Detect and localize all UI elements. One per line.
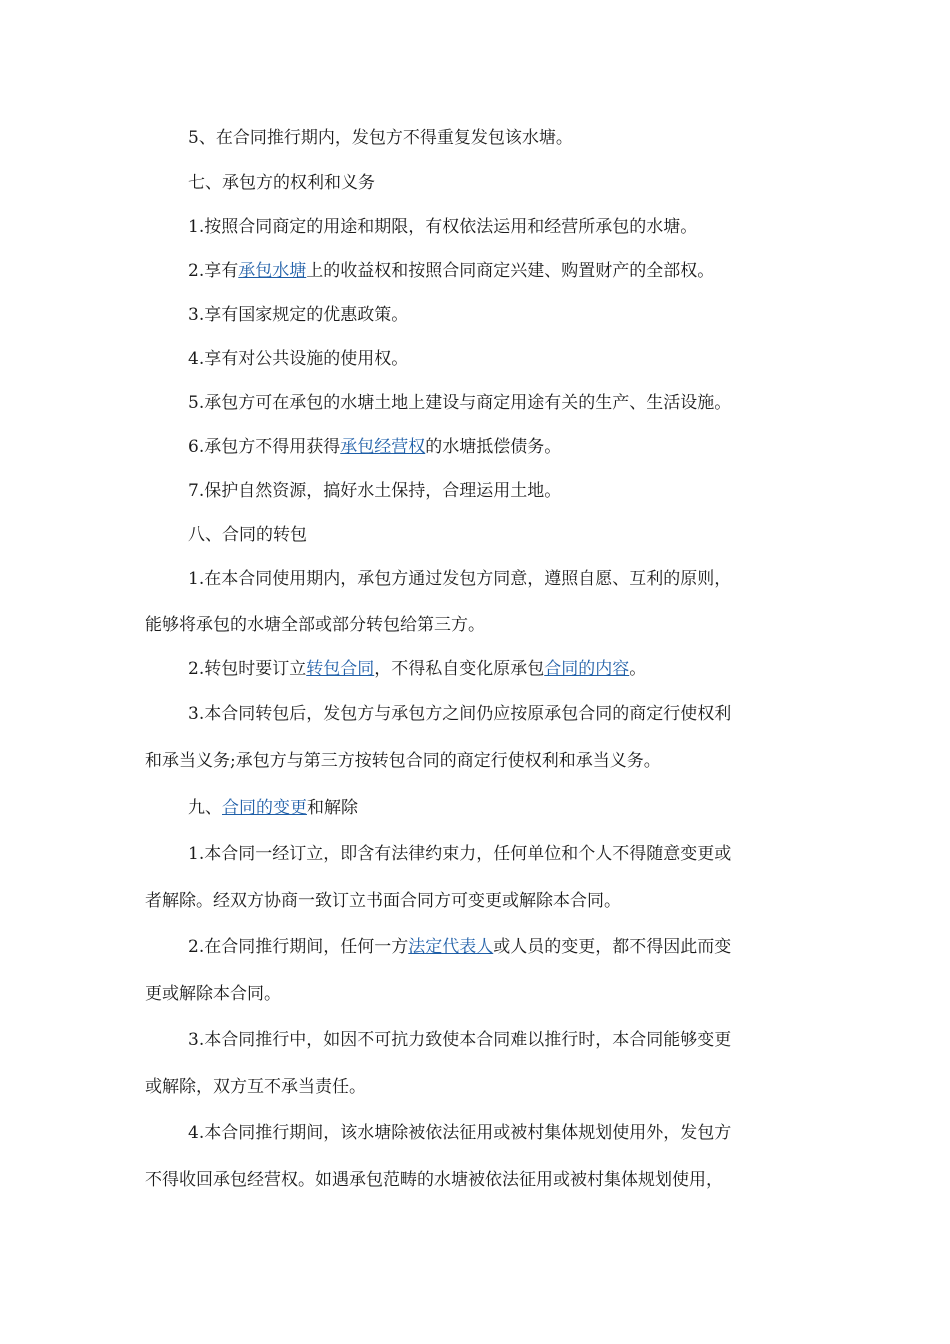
link-contract-pond[interactable]: 承包水塘 xyxy=(238,261,307,281)
link-subcontract[interactable]: 转包合同 xyxy=(306,659,375,679)
paragraph-line: 5、在合同推行期内，发包方不得重复发包该水塘。 xyxy=(188,128,573,148)
paragraph-line: 3.享有国家规定的优惠政策。 xyxy=(188,305,409,325)
link-contract-change[interactable]: 合同的变更 xyxy=(222,798,307,818)
paragraph-line: 3.本合同转包后，发包方与承包方之间仍应按原承包合同的商定行使权利 xyxy=(188,704,732,724)
paragraph-line: 4.本合同推行期间，该水塘除被依法征用或被村集体规划使用外，发包方 xyxy=(188,1123,732,1143)
paragraph-line: 1.按照合同商定的用途和期限，有权依法运用和经营所承包的水塘。 xyxy=(188,217,698,237)
paragraph-line: 1.在本合同使用期内，承包方通过发包方同意，遵照自愿、互利的原则， xyxy=(188,569,732,589)
link-contract-content[interactable]: 合同的内容 xyxy=(544,659,630,679)
link-contract-operation-right[interactable]: 承包经营权 xyxy=(340,437,426,457)
paragraph-line: 2.享有承包水塘上的收益权和按照合同商定兴建、购置财产的全部权。 xyxy=(188,261,715,281)
link-legal-representative[interactable]: 法定代表人 xyxy=(408,937,494,957)
paragraph-line: 7.保护自然资源，搞好水土保持，合理运用土地。 xyxy=(188,481,562,501)
paragraph-line: 4.享有对公共设施的使用权。 xyxy=(188,349,409,369)
paragraph-line: 不得收回承包经营权。如遇承包范畴的水塘被依法征用或被村集体规划使用， xyxy=(145,1170,723,1190)
paragraph-line: 6.承包方不得用获得承包经营权的水塘抵偿债务。 xyxy=(188,437,562,457)
paragraph-line: 者解除。经双方协商一致订立书面合同方可变更或解除本合同。 xyxy=(145,891,621,911)
paragraph-line: 能够将承包的水塘全部或部分转包给第三方。 xyxy=(145,615,485,635)
section-heading-7: 七、承包方的权利和义务 xyxy=(188,173,375,193)
paragraph-line: 更或解除本合同。 xyxy=(145,984,281,1004)
paragraph-line: 3.本合同推行中，如因不可抗力致使本合同难以推行时，本合同能够变更 xyxy=(188,1030,732,1050)
section-heading-8: 八、合同的转包 xyxy=(188,525,307,545)
paragraph-line: 2.在合同推行期间，任何一方法定代表人或人员的变更，都不得因此而变 xyxy=(188,937,732,957)
paragraph-line: 或解除，双方互不承当责任。 xyxy=(145,1077,366,1097)
paragraph-line: 5.承包方可在承包的水塘土地上建设与商定用途有关的生产、生活设施。 xyxy=(188,393,732,413)
section-heading-9: 九、合同的变更和解除 xyxy=(188,798,358,818)
paragraph-line: 1.本合同一经订立，即含有法律约束力，任何单位和个人不得随意变更或 xyxy=(188,844,732,864)
paragraph-line: 2.转包时要订立转包合同，不得私自变化原承包合同的内容。 xyxy=(188,659,647,679)
paragraph-line: 和承当义务;承包方与第三方按转包合同的商定行使权利和承当义务。 xyxy=(145,751,661,771)
